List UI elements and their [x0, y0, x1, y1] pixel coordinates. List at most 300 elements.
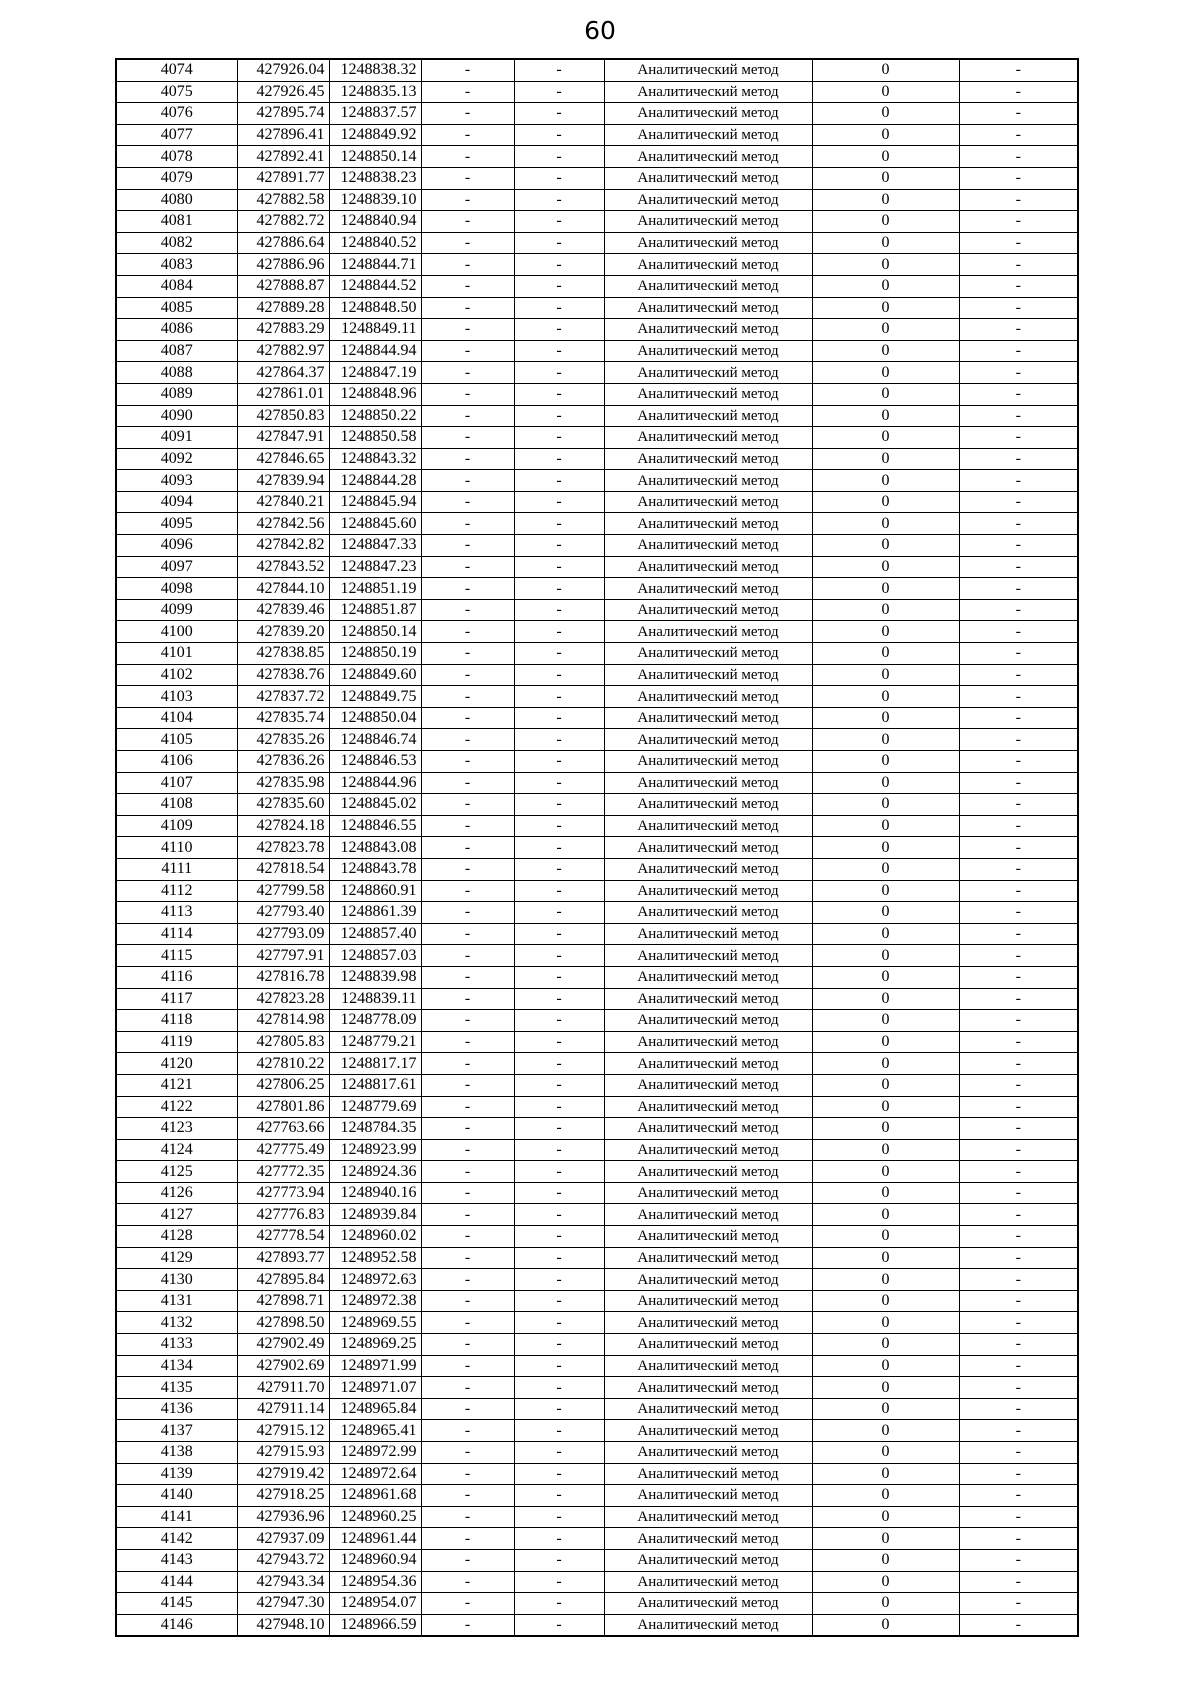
y-coordinate-cell: 1248844.52 [329, 275, 421, 297]
point-number-cell: 4100 [116, 621, 237, 643]
x-coordinate-cell: 427889.28 [237, 297, 329, 319]
dash-cell: - [959, 491, 1078, 513]
accuracy-cell: 0 [812, 1528, 959, 1550]
point-number-cell: 4133 [116, 1334, 237, 1356]
x-coordinate-cell: 427911.14 [237, 1398, 329, 1420]
table-row [116, 1031, 1078, 1053]
x-coordinate-cell: 427882.72 [237, 211, 329, 233]
dash-cell: - [421, 535, 514, 557]
y-coordinate-cell: 1248844.71 [329, 254, 421, 276]
table-row [116, 1571, 1078, 1593]
point-number-cell: 4075 [116, 81, 237, 103]
dash-cell: - [421, 1053, 514, 1075]
y-coordinate-cell: 1248969.55 [329, 1312, 421, 1334]
dash-cell: - [421, 902, 514, 924]
dash-cell: - [959, 232, 1078, 254]
x-coordinate-cell: 427937.09 [237, 1528, 329, 1550]
x-coordinate-cell: 427926.45 [237, 81, 329, 103]
x-coordinate-cell: 427898.50 [237, 1312, 329, 1334]
method-cell: Аналитический метод [604, 621, 812, 643]
y-coordinate-cell: 1248845.94 [329, 491, 421, 513]
dash-cell: - [514, 1549, 604, 1571]
dash-cell: - [421, 362, 514, 384]
dash-cell: - [421, 211, 514, 233]
y-coordinate-cell: 1248837.57 [329, 103, 421, 125]
method-cell: Аналитический метод [604, 1312, 812, 1334]
x-coordinate-cell: 427891.77 [237, 167, 329, 189]
y-coordinate-cell: 1248924.36 [329, 1161, 421, 1183]
x-coordinate-cell: 427823.28 [237, 988, 329, 1010]
dash-cell: - [514, 340, 604, 362]
accuracy-cell: 0 [812, 491, 959, 513]
dash-cell: - [514, 599, 604, 621]
y-coordinate-cell: 1248849.11 [329, 319, 421, 341]
dash-cell: - [421, 880, 514, 902]
dash-cell: - [959, 729, 1078, 751]
table-row [116, 1269, 1078, 1291]
accuracy-cell: 0 [812, 1290, 959, 1312]
table-row [116, 1485, 1078, 1507]
accuracy-cell: 0 [812, 1074, 959, 1096]
y-coordinate-cell: 1248840.52 [329, 232, 421, 254]
method-cell: Аналитический метод [604, 470, 812, 492]
y-coordinate-cell: 1248849.92 [329, 124, 421, 146]
accuracy-cell: 0 [812, 858, 959, 880]
dash-cell: - [421, 448, 514, 470]
accuracy-cell: 0 [812, 686, 959, 708]
dash-cell: - [959, 1528, 1078, 1550]
point-number-cell: 4115 [116, 945, 237, 967]
dash-cell: - [959, 1485, 1078, 1507]
y-coordinate-cell: 1248972.64 [329, 1463, 421, 1485]
method-cell: Аналитический метод [604, 297, 812, 319]
dash-cell: - [959, 427, 1078, 449]
dash-cell: - [959, 1204, 1078, 1226]
dash-cell: - [421, 513, 514, 535]
table-row [116, 427, 1078, 449]
method-cell: Аналитический метод [604, 1161, 812, 1183]
x-coordinate-cell: 427842.82 [237, 535, 329, 557]
y-coordinate-cell: 1248971.07 [329, 1377, 421, 1399]
dash-cell: - [421, 405, 514, 427]
dash-cell: - [421, 189, 514, 211]
point-number-cell: 4146 [116, 1614, 237, 1636]
y-coordinate-cell: 1248966.59 [329, 1614, 421, 1636]
dash-cell: - [514, 1614, 604, 1636]
dash-cell: - [959, 1614, 1078, 1636]
table-row [116, 1355, 1078, 1377]
y-coordinate-cell: 1248940.16 [329, 1182, 421, 1204]
table-row [116, 1312, 1078, 1334]
table-row [116, 1010, 1078, 1032]
method-cell: Аналитический метод [604, 1528, 812, 1550]
x-coordinate-cell: 427915.93 [237, 1442, 329, 1464]
point-number-cell: 4118 [116, 1010, 237, 1032]
dash-cell: - [514, 1074, 604, 1096]
x-coordinate-cell: 427763.66 [237, 1118, 329, 1140]
y-coordinate-cell: 1248778.09 [329, 1010, 421, 1032]
dash-cell: - [421, 124, 514, 146]
y-coordinate-cell: 1248851.19 [329, 578, 421, 600]
dash-cell: - [421, 643, 514, 665]
dash-cell: - [959, 1549, 1078, 1571]
dash-cell: - [421, 340, 514, 362]
method-cell: Аналитический метод [604, 923, 812, 945]
point-number-cell: 4122 [116, 1096, 237, 1118]
table-row [116, 1377, 1078, 1399]
x-coordinate-cell: 427775.49 [237, 1139, 329, 1161]
table-row [116, 686, 1078, 708]
dash-cell: - [959, 1269, 1078, 1291]
dash-cell: - [514, 1010, 604, 1032]
dash-cell: - [514, 189, 604, 211]
dash-cell: - [959, 513, 1078, 535]
x-coordinate-cell: 427797.91 [237, 945, 329, 967]
y-coordinate-cell: 1248972.38 [329, 1290, 421, 1312]
dash-cell: - [514, 923, 604, 945]
method-cell: Аналитический метод [604, 1139, 812, 1161]
y-coordinate-cell: 1248971.99 [329, 1355, 421, 1377]
accuracy-cell: 0 [812, 815, 959, 837]
dash-cell: - [514, 729, 604, 751]
point-number-cell: 4116 [116, 966, 237, 988]
y-coordinate-cell: 1248838.23 [329, 167, 421, 189]
point-number-cell: 4129 [116, 1247, 237, 1269]
y-coordinate-cell: 1248848.96 [329, 383, 421, 405]
x-coordinate-cell: 427842.56 [237, 513, 329, 535]
accuracy-cell: 0 [812, 1269, 959, 1291]
x-coordinate-cell: 427835.60 [237, 794, 329, 816]
dash-cell: - [959, 686, 1078, 708]
dash-cell: - [421, 988, 514, 1010]
method-cell: Аналитический метод [604, 491, 812, 513]
dash-cell: - [959, 448, 1078, 470]
point-number-cell: 4093 [116, 470, 237, 492]
y-coordinate-cell: 1248779.69 [329, 1096, 421, 1118]
dash-cell: - [959, 340, 1078, 362]
dash-cell: - [959, 81, 1078, 103]
dash-cell: - [959, 988, 1078, 1010]
method-cell: Аналитический метод [604, 902, 812, 924]
dash-cell: - [514, 1506, 604, 1528]
point-number-cell: 4135 [116, 1377, 237, 1399]
point-number-cell: 4102 [116, 664, 237, 686]
dash-cell: - [959, 1420, 1078, 1442]
table-row [116, 880, 1078, 902]
accuracy-cell: 0 [812, 1247, 959, 1269]
point-number-cell: 4134 [116, 1355, 237, 1377]
accuracy-cell: 0 [812, 1571, 959, 1593]
point-number-cell: 4145 [116, 1593, 237, 1615]
table-row [116, 1053, 1078, 1075]
dash-cell: - [514, 1398, 604, 1420]
dash-cell: - [514, 1571, 604, 1593]
dash-cell: - [514, 1204, 604, 1226]
dash-cell: - [959, 146, 1078, 168]
dash-cell: - [421, 1549, 514, 1571]
table-row [116, 124, 1078, 146]
x-coordinate-cell: 427799.58 [237, 880, 329, 902]
table-row [116, 794, 1078, 816]
y-coordinate-cell: 1248850.22 [329, 405, 421, 427]
accuracy-cell: 0 [812, 211, 959, 233]
accuracy-cell: 0 [812, 146, 959, 168]
dash-cell: - [959, 535, 1078, 557]
y-coordinate-cell: 1248861.39 [329, 902, 421, 924]
table-row [116, 599, 1078, 621]
method-cell: Аналитический метод [604, 1290, 812, 1312]
coordinates-table [115, 58, 1079, 1637]
method-cell: Аналитический метод [604, 1506, 812, 1528]
x-coordinate-cell: 427836.26 [237, 751, 329, 773]
accuracy-cell: 0 [812, 1096, 959, 1118]
point-number-cell: 4080 [116, 189, 237, 211]
method-cell: Аналитический метод [604, 1074, 812, 1096]
table-row [116, 707, 1078, 729]
dash-cell: - [959, 1377, 1078, 1399]
point-number-cell: 4131 [116, 1290, 237, 1312]
dash-cell: - [421, 815, 514, 837]
accuracy-cell: 0 [812, 167, 959, 189]
x-coordinate-cell: 427888.87 [237, 275, 329, 297]
y-coordinate-cell: 1248954.36 [329, 1571, 421, 1593]
table-row [116, 1463, 1078, 1485]
x-coordinate-cell: 427823.78 [237, 837, 329, 859]
method-cell: Аналитический метод [604, 794, 812, 816]
y-coordinate-cell: 1248850.19 [329, 643, 421, 665]
point-number-cell: 4139 [116, 1463, 237, 1485]
point-number-cell: 4087 [116, 340, 237, 362]
point-number-cell: 4137 [116, 1420, 237, 1442]
accuracy-cell: 0 [812, 1506, 959, 1528]
dash-cell: - [959, 189, 1078, 211]
x-coordinate-cell: 427772.35 [237, 1161, 329, 1183]
method-cell: Аналитический метод [604, 858, 812, 880]
point-number-cell: 4096 [116, 535, 237, 557]
point-number-cell: 4107 [116, 772, 237, 794]
table-row [116, 103, 1078, 125]
accuracy-cell: 0 [812, 837, 959, 859]
dash-cell: - [959, 319, 1078, 341]
dash-cell: - [421, 1096, 514, 1118]
accuracy-cell: 0 [812, 966, 959, 988]
accuracy-cell: 0 [812, 1053, 959, 1075]
method-cell: Аналитический метод [604, 1398, 812, 1420]
dash-cell: - [421, 1247, 514, 1269]
dash-cell: - [421, 923, 514, 945]
dash-cell: - [514, 1377, 604, 1399]
accuracy-cell: 0 [812, 1031, 959, 1053]
method-cell: Аналитический метод [604, 1247, 812, 1269]
table-row [116, 643, 1078, 665]
y-coordinate-cell: 1248839.11 [329, 988, 421, 1010]
point-number-cell: 4089 [116, 383, 237, 405]
table-row [116, 254, 1078, 276]
accuracy-cell: 0 [812, 427, 959, 449]
dash-cell: - [959, 837, 1078, 859]
x-coordinate-cell: 427895.74 [237, 103, 329, 125]
method-cell: Аналитический метод [604, 59, 812, 81]
table-row [116, 232, 1078, 254]
accuracy-cell: 0 [812, 1161, 959, 1183]
dash-cell: - [514, 470, 604, 492]
dash-cell: - [959, 297, 1078, 319]
x-coordinate-cell: 427861.01 [237, 383, 329, 405]
dash-cell: - [421, 81, 514, 103]
x-coordinate-cell: 427943.72 [237, 1549, 329, 1571]
accuracy-cell: 0 [812, 902, 959, 924]
y-coordinate-cell: 1248939.84 [329, 1204, 421, 1226]
method-cell: Аналитический метод [604, 254, 812, 276]
dash-cell: - [959, 275, 1078, 297]
dash-cell: - [421, 556, 514, 578]
dash-cell: - [959, 794, 1078, 816]
accuracy-cell: 0 [812, 1377, 959, 1399]
point-number-cell: 4081 [116, 211, 237, 233]
dash-cell: - [959, 1182, 1078, 1204]
accuracy-cell: 0 [812, 1334, 959, 1356]
method-cell: Аналитический метод [604, 664, 812, 686]
dash-cell: - [514, 556, 604, 578]
table-row [116, 1528, 1078, 1550]
point-number-cell: 4120 [116, 1053, 237, 1075]
method-cell: Аналитический метод [604, 189, 812, 211]
method-cell: Аналитический метод [604, 1334, 812, 1356]
method-cell: Аналитический метод [604, 772, 812, 794]
method-cell: Аналитический метод [604, 1204, 812, 1226]
point-number-cell: 4121 [116, 1074, 237, 1096]
dash-cell: - [421, 1571, 514, 1593]
method-cell: Аналитический метод [604, 729, 812, 751]
y-coordinate-cell: 1248857.03 [329, 945, 421, 967]
accuracy-cell: 0 [812, 189, 959, 211]
method-cell: Аналитический метод [604, 124, 812, 146]
y-coordinate-cell: 1248849.75 [329, 686, 421, 708]
table-row [116, 837, 1078, 859]
accuracy-cell: 0 [812, 1485, 959, 1507]
dash-cell: - [514, 1096, 604, 1118]
table-row [116, 751, 1078, 773]
dash-cell: - [421, 1528, 514, 1550]
point-number-cell: 4117 [116, 988, 237, 1010]
accuracy-cell: 0 [812, 275, 959, 297]
dash-cell: - [959, 1442, 1078, 1464]
dash-cell: - [421, 707, 514, 729]
dash-cell: - [514, 319, 604, 341]
dash-cell: - [959, 1355, 1078, 1377]
point-number-cell: 4076 [116, 103, 237, 125]
dash-cell: - [959, 578, 1078, 600]
dash-cell: - [959, 1312, 1078, 1334]
accuracy-cell: 0 [812, 383, 959, 405]
dash-cell: - [421, 1463, 514, 1485]
table-row [116, 405, 1078, 427]
x-coordinate-cell: 427843.52 [237, 556, 329, 578]
y-coordinate-cell: 1248846.53 [329, 751, 421, 773]
accuracy-cell: 0 [812, 772, 959, 794]
dash-cell: - [514, 211, 604, 233]
accuracy-cell: 0 [812, 448, 959, 470]
accuracy-cell: 0 [812, 81, 959, 103]
point-number-cell: 4126 [116, 1182, 237, 1204]
dash-cell: - [421, 729, 514, 751]
x-coordinate-cell: 427835.74 [237, 707, 329, 729]
method-cell: Аналитический метод [604, 1442, 812, 1464]
dash-cell: - [421, 1506, 514, 1528]
method-cell: Аналитический метод [604, 578, 812, 600]
dash-cell: - [514, 1485, 604, 1507]
dash-cell: - [959, 599, 1078, 621]
accuracy-cell: 0 [812, 556, 959, 578]
dash-cell: - [421, 1377, 514, 1399]
dash-cell: - [421, 146, 514, 168]
method-cell: Аналитический метод [604, 513, 812, 535]
method-cell: Аналитический метод [604, 1053, 812, 1075]
point-number-cell: 4092 [116, 448, 237, 470]
table-row [116, 319, 1078, 341]
x-coordinate-cell: 427839.94 [237, 470, 329, 492]
table-row [116, 491, 1078, 513]
method-cell: Аналитический метод [604, 405, 812, 427]
method-cell: Аналитический метод [604, 945, 812, 967]
dash-cell: - [514, 405, 604, 427]
table-row [116, 664, 1078, 686]
accuracy-cell: 0 [812, 513, 959, 535]
dash-cell: - [959, 815, 1078, 837]
dash-cell: - [514, 988, 604, 1010]
point-number-cell: 4108 [116, 794, 237, 816]
accuracy-cell: 0 [812, 578, 959, 600]
table-row [116, 189, 1078, 211]
x-coordinate-cell: 427895.84 [237, 1269, 329, 1291]
method-cell: Аналитический метод [604, 211, 812, 233]
dash-cell: - [421, 1074, 514, 1096]
y-coordinate-cell: 1248779.21 [329, 1031, 421, 1053]
point-number-cell: 4140 [116, 1485, 237, 1507]
point-number-cell: 4083 [116, 254, 237, 276]
accuracy-cell: 0 [812, 643, 959, 665]
table-row [116, 815, 1078, 837]
dash-cell: - [514, 751, 604, 773]
accuracy-cell: 0 [812, 1593, 959, 1615]
x-coordinate-cell: 427839.46 [237, 599, 329, 621]
accuracy-cell: 0 [812, 1355, 959, 1377]
x-coordinate-cell: 427936.96 [237, 1506, 329, 1528]
dash-cell: - [514, 1031, 604, 1053]
point-number-cell: 4138 [116, 1442, 237, 1464]
dash-cell: - [514, 232, 604, 254]
dash-cell: - [959, 1010, 1078, 1032]
dash-cell: - [514, 1161, 604, 1183]
dash-cell: - [514, 1442, 604, 1464]
dash-cell: - [421, 275, 514, 297]
dash-cell: - [514, 858, 604, 880]
point-number-cell: 4101 [116, 643, 237, 665]
dash-cell: - [421, 383, 514, 405]
y-coordinate-cell: 1248857.40 [329, 923, 421, 945]
dash-cell: - [959, 1463, 1078, 1485]
dash-cell: - [959, 383, 1078, 405]
x-coordinate-cell: 427915.12 [237, 1420, 329, 1442]
y-coordinate-cell: 1248843.78 [329, 858, 421, 880]
dash-cell: - [514, 1463, 604, 1485]
point-number-cell: 4106 [116, 751, 237, 773]
method-cell: Аналитический метод [604, 837, 812, 859]
y-coordinate-cell: 1248847.33 [329, 535, 421, 557]
method-cell: Аналитический метод [604, 966, 812, 988]
method-cell: Аналитический метод [604, 1031, 812, 1053]
x-coordinate-cell: 427814.98 [237, 1010, 329, 1032]
